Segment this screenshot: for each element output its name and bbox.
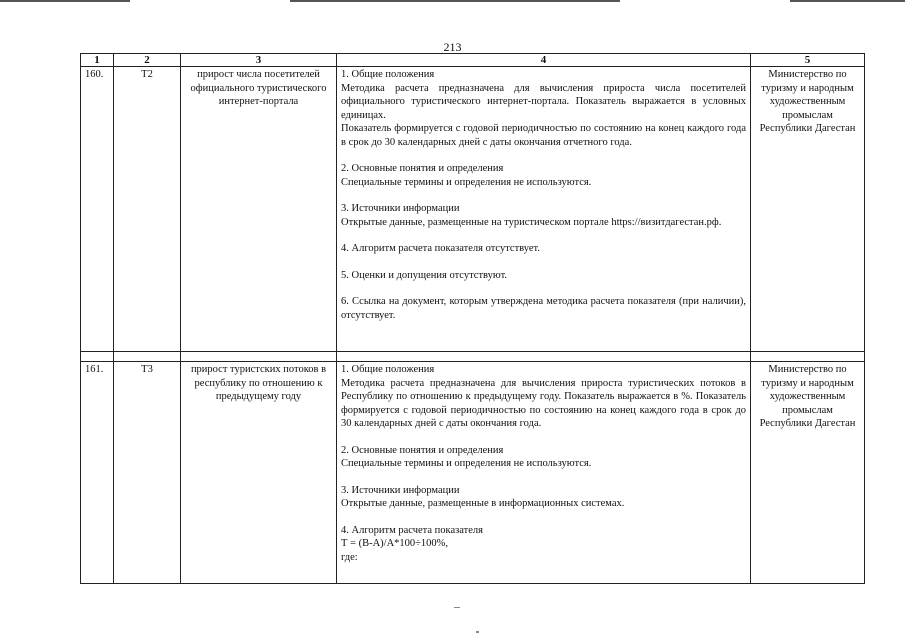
spacer-cell [114,352,181,362]
scan-edge-right [790,0,905,2]
row-spacer [81,352,865,362]
indicator-code: Т2 [114,67,181,352]
table-row [81,362,865,584]
section-algorithm [341,524,746,565]
indicator-name: прирост туристских потоков в республику по отношению к предыдущему году [181,362,337,584]
page-number: 213 [443,40,462,54]
scan-speck [454,607,460,608]
section-title: 4. Алгоритм расчета показателя [341,524,483,536]
header-col-3: 3 [181,54,337,67]
indicator-name: прирост числа посетителей официального туристического интернет-портала [181,67,337,352]
indicator-code: Т3 [114,362,181,584]
methodology-cell [337,67,751,352]
spacer-cell [181,352,337,362]
header-row [81,54,865,67]
header-col-1: 1 [81,54,114,67]
section-terms [341,162,746,189]
responsible-ministry: Министерство по туризму и народным художественным промыслам Республики Дагестан [751,362,865,584]
header-col-2: 2 [114,54,181,67]
responsible-ministry: Министерство по туризму и народным художественным промыслам Республики Дагестан [751,67,865,352]
row-number: 161. [81,362,114,584]
section-estimates [341,269,746,283]
header-col-4: 4 [337,54,751,67]
spacer-cell [751,352,865,362]
section-body: Открытые данные, размещенные на туристическом портале https://визитдагестан.рф. [341,216,722,228]
section-body: Методика расчета предназначена для вычисления прироста числа посетителей официального туристического интернет-портала. Показатель выражается в условных единицах. [341,82,746,121]
section-sources [341,202,746,229]
spacer-cell [81,352,114,362]
section-terms [341,444,746,471]
section-title: 1. Общие положения [341,69,435,80]
section-body: Методика расчета предназначена для вычисления прироста туристических потоков в Республику по отношению к предыдущему году. Показатель выражается в %. Показатель формируется с годовой периодичностью по состоянию на конец каждого года в срок до 30 календарных дней с даты окончания года. [341,377,746,429]
section-title: 4. Алгоритм расчета показателя отсутствует. [341,243,540,254]
section-title: 6. Ссылка на документ, которым утверждена методика расчета показателя (при наличии), отсутствует. [341,296,746,321]
methodology-cell [337,362,751,584]
section-title: 3. Источники информации [341,484,460,496]
table-row [81,67,865,352]
section-body: Специальные термины и определения не используются. [341,176,592,188]
section-general [341,68,746,122]
scan-edge-middle [290,0,620,2]
indicator-table [80,53,865,584]
section-body: Открытые данные, размещенные в информационных системах. [341,498,625,509]
section-reference [341,295,746,322]
section-title: 1. Общие положения [341,364,435,375]
scan-speck [476,631,479,633]
section-body: Показатель формируется с годовой периодичностью по состоянию на конец каждого года в срок до 30 календарных дней с даты окончания отчетного года. [341,123,746,148]
section-body: Специальные термины и определения не используются. [341,458,592,469]
row-number: 160. [81,67,114,352]
section-title: 5. Оценки и допущения отсутствуют. [341,269,508,281]
section-periodicity [341,122,746,149]
spacer-cell [337,352,751,362]
section-title: 2. Основные понятия и определения [341,444,504,456]
section-general [341,363,746,431]
header-col-5: 5 [751,54,865,67]
scan-edge-left [0,0,130,2]
section-sources [341,484,746,511]
section-title: 3. Источники информации [341,203,460,214]
formula-where: где: [341,551,358,563]
section-algorithm [341,242,746,256]
section-title: 2. Основные понятия и определения [341,163,504,174]
formula: Т = (В-А)/А*100÷100%, [341,538,449,549]
